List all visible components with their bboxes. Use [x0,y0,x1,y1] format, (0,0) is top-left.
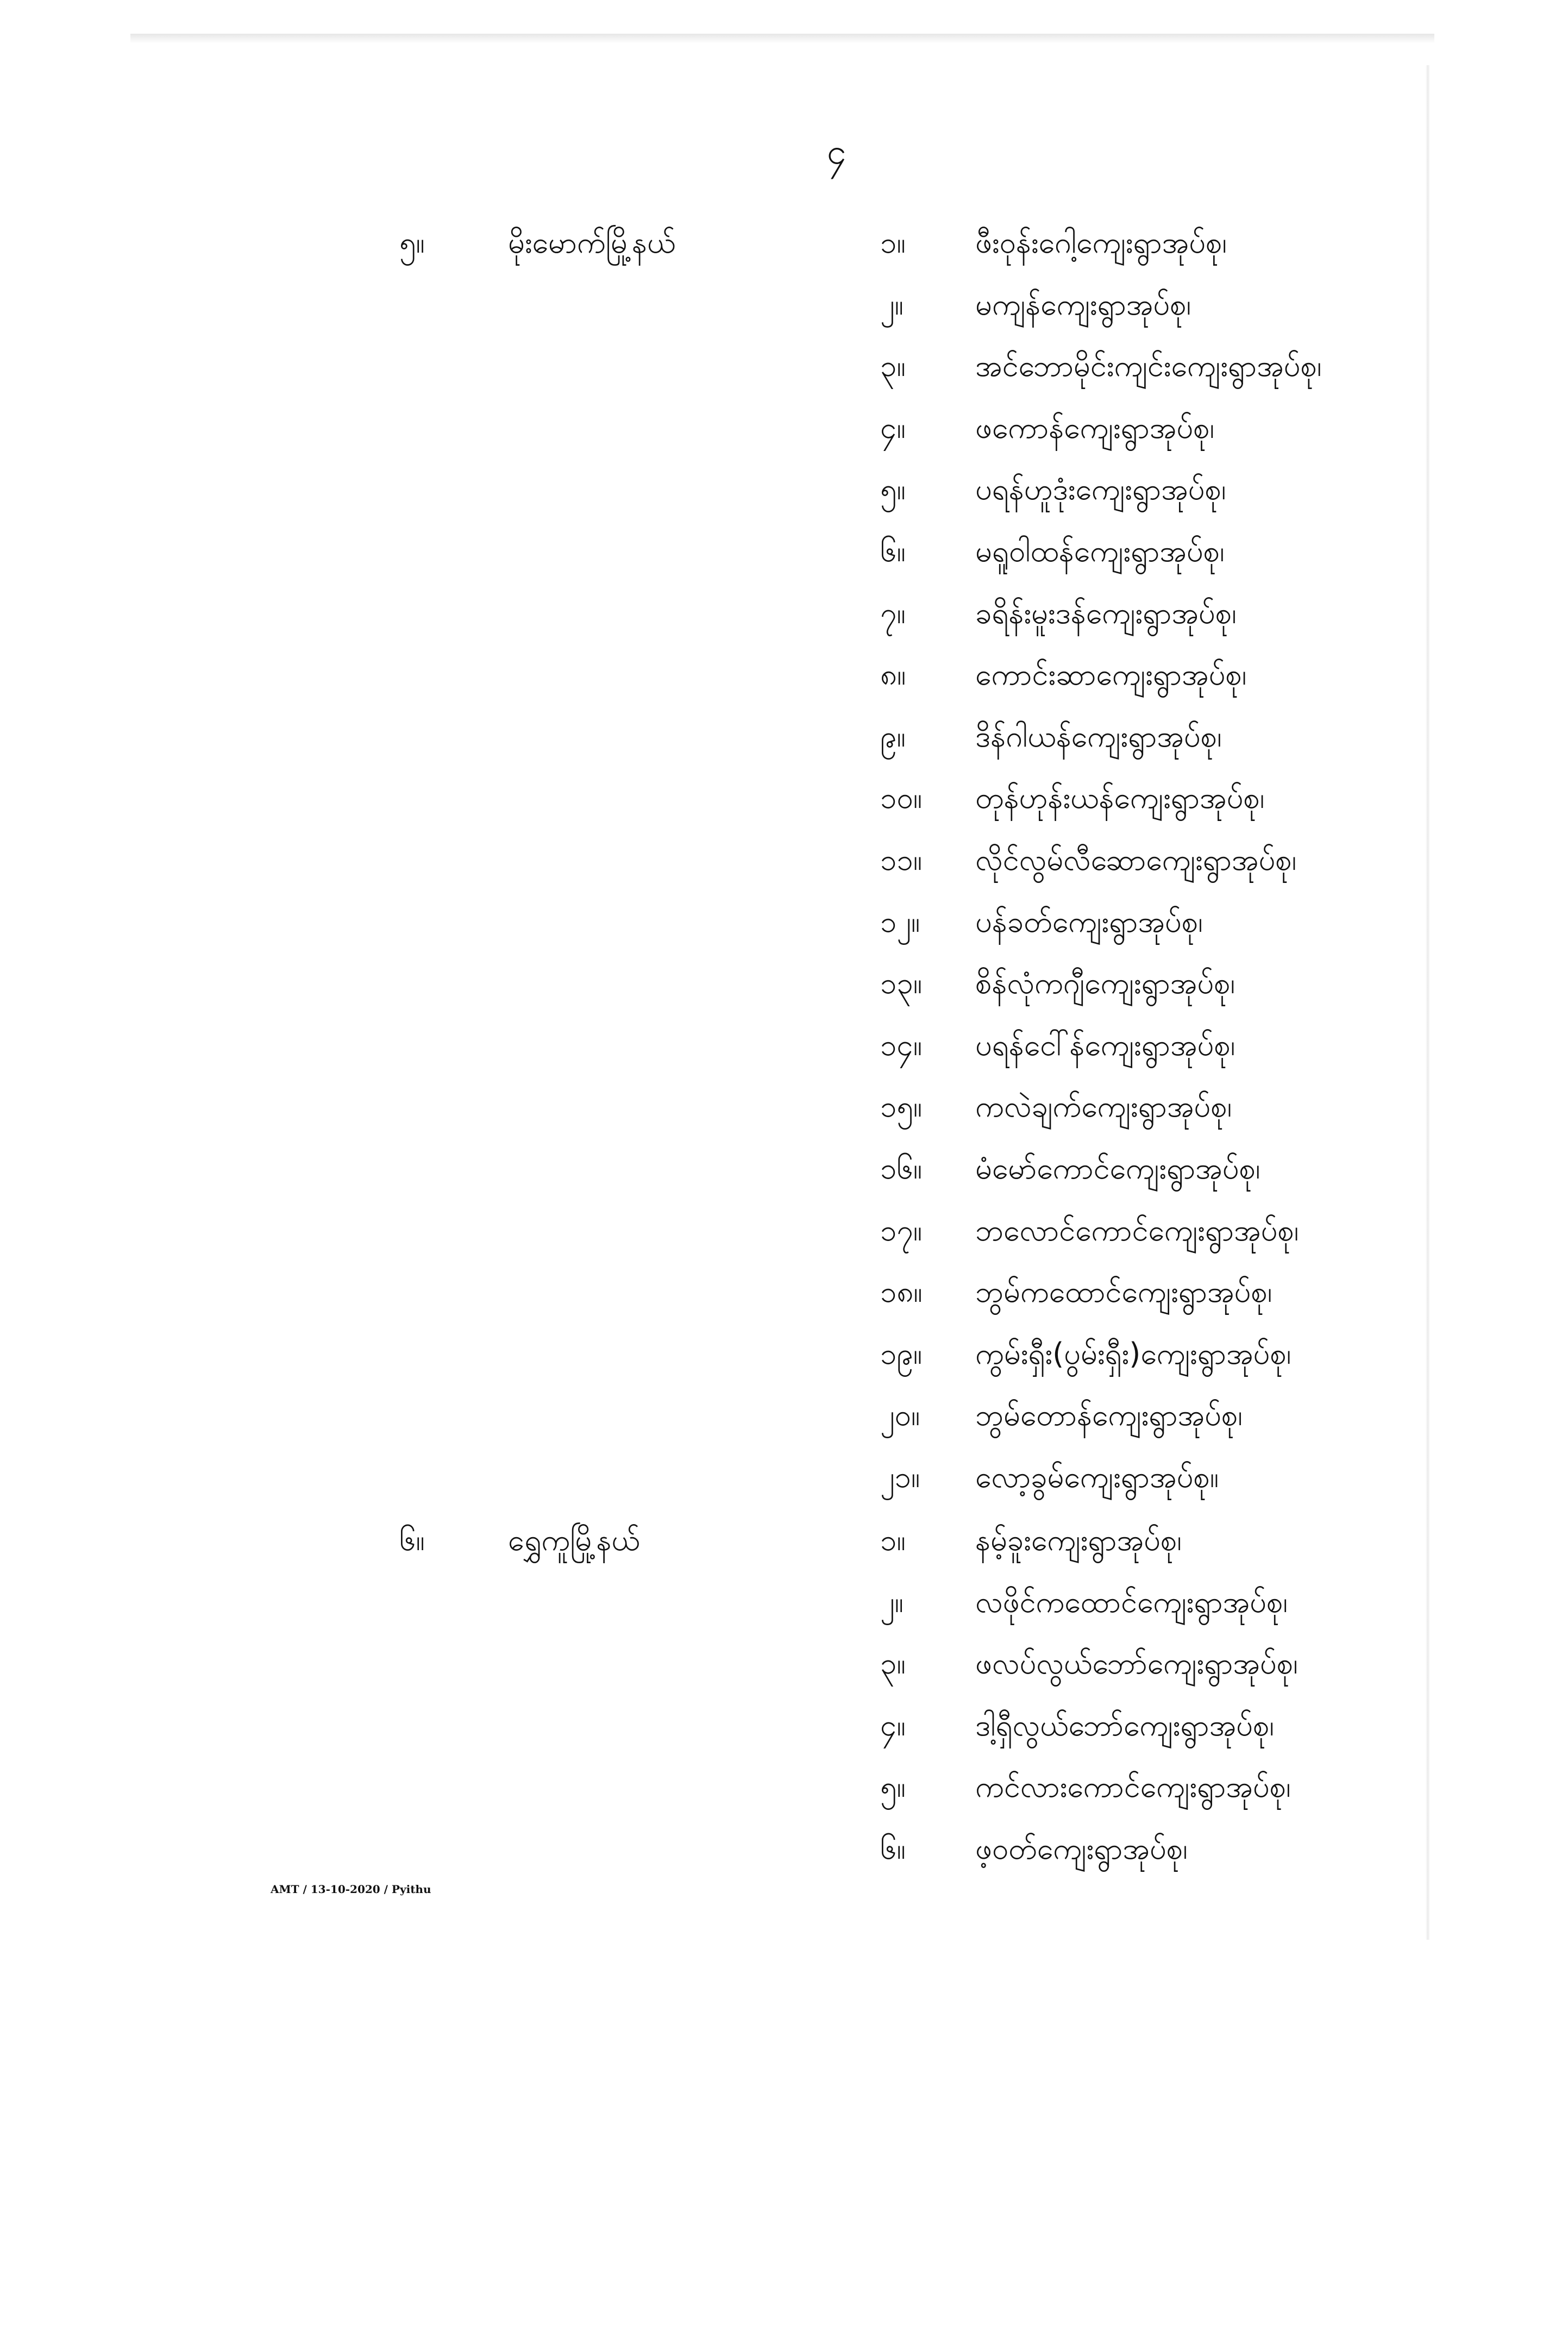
item-text: ဒါ့ရှီလွယ်ဘော်ကျေးရွာအုပ်စု၊ [975,1708,1274,1743]
item-text: ဘလောင်ကောင်ကျေးရွာအုပ်စု၊ [975,1213,1299,1248]
item-number: ၅။ [880,1770,906,1804]
item-number: ၁၂။ [880,904,920,939]
scan-shadow-right [1426,65,1430,1940]
item-number: ၈။ [880,657,906,692]
item-text: ဒိန်ဂါယန်ကျေးရွာအုပ်စု၊ [975,719,1222,754]
item-text: အင်ဘောမိုင်းကျင်းကျေးရွာအုပ်စု၊ [975,349,1322,384]
item-text: ဖလပ်လွယ်ဘော်ကျေးရွာအုပ်စု၊ [975,1646,1298,1681]
item-number: ၆။ [880,1831,906,1866]
item-text: ပန်ခတ်ကျေးရွာအုပ်စု၊ [975,904,1203,939]
item-number: ၁၃။ [880,966,923,1001]
item-text: စိန်လုံကဂျီကျေးရွာအုပ်စု၊ [975,966,1235,1001]
township-name: မိုးမောက်မြို့နယ် [508,225,676,260]
item-number: ၂၁။ [880,1459,920,1494]
item-text: ဖကောန်ကျေးရွာအုပ်စု၊ [975,410,1215,445]
item-text: မရူဝါထန်ကျေးရွာအုပ်စု၊ [975,534,1225,568]
item-text: ဘွမ်ကထောင်ကျေးရွာအုပ်စု၊ [975,1275,1272,1309]
item-number: ၅။ [880,472,906,507]
item-text: တုန်ဟုန်းယန်ကျေးရွာအုပ်စု၊ [975,781,1265,816]
item-number: ၂။ [880,1584,904,1619]
item-number: ၁၈။ [880,1275,923,1309]
item-text: ဖီးဝုန်းဂေါ့ကျေးရွာအုပ်စု၊ [975,225,1227,260]
item-text: ကလဲချက်ကျေးရွာအုပ်စု၊ [975,1089,1232,1124]
item-number: ၁၆။ [880,1151,923,1186]
item-number: ၁။ [880,225,906,260]
document-footer: AMT / 13-10-2020 / Pyithu [271,1883,431,1896]
scan-shadow-top [130,34,1434,43]
item-text: မံမော်ကောင်ကျေးရွာအုပ်စု၊ [975,1151,1260,1186]
item-text: ကင်လားကောင်ကျေးရွာအုပ်စု၊ [975,1770,1291,1804]
item-text: ခရိန်းမူးဒန်ကျေးရွာအုပ်စု၊ [975,596,1237,630]
township-name: ရွှေကူမြို့နယ် [508,1523,640,1557]
item-number: ၁၉။ [880,1336,923,1371]
item-number: ၁၁။ [880,842,923,877]
item-text: ဘွမ်တောန်ကျေးရွာအုပ်စု၊ [975,1398,1243,1433]
item-number: ၁၅။ [880,1089,923,1124]
item-number: ၉။ [880,719,906,754]
item-number: ၁။ [880,1523,906,1557]
item-text: ကောင်းဆာကျေးရွာအုပ်စု၊ [975,657,1247,692]
item-text: ပရန်ဟူဒုံးကျေးရွာအုပ်စု၊ [975,472,1226,507]
item-number: ၄။ [880,1708,906,1743]
item-text: မကျန်ကျေးရွာအုပ်စု၊ [975,287,1191,322]
item-number: ၂၀။ [880,1398,920,1433]
item-number: ၂။ [880,287,904,322]
section-number: ၆။ [399,1523,425,1557]
item-number: ၁၄။ [880,1027,923,1062]
item-text: လော့ခွမ်ကျေးရွာအုပ်စု။ [975,1459,1219,1494]
item-number: ၆။ [880,534,906,568]
item-number: ၃။ [880,1646,906,1681]
item-number: ၄။ [880,410,906,445]
item-text: လိုင်လွမ်လီဆောကျေးရွာအုပ်စု၊ [975,842,1297,877]
page-number: ၄ [827,132,846,172]
item-text: နမ့်ခူးကျေးရွာအုပ်စု၊ [975,1523,1182,1557]
item-text: ကွမ်းရှီး(ပွမ်းရှီး)ကျေးရွာအုပ်စု၊ [975,1336,1291,1371]
item-text: ပရန်ငေါ်န်ကျေးရွာအုပ်စု၊ [975,1027,1235,1062]
item-number: ၁၀။ [880,781,923,816]
section-number: ၅။ [399,225,425,260]
item-number: ၃။ [880,349,906,384]
item-text: လဖိုင်ကထောင်ကျေးရွာအုပ်စု၊ [975,1584,1288,1619]
item-number: ၁၇။ [880,1213,923,1248]
item-number: ၇။ [880,596,906,630]
item-text: ဖ့ဝတ်ကျေးရွာအုပ်စု၊ [975,1831,1188,1866]
